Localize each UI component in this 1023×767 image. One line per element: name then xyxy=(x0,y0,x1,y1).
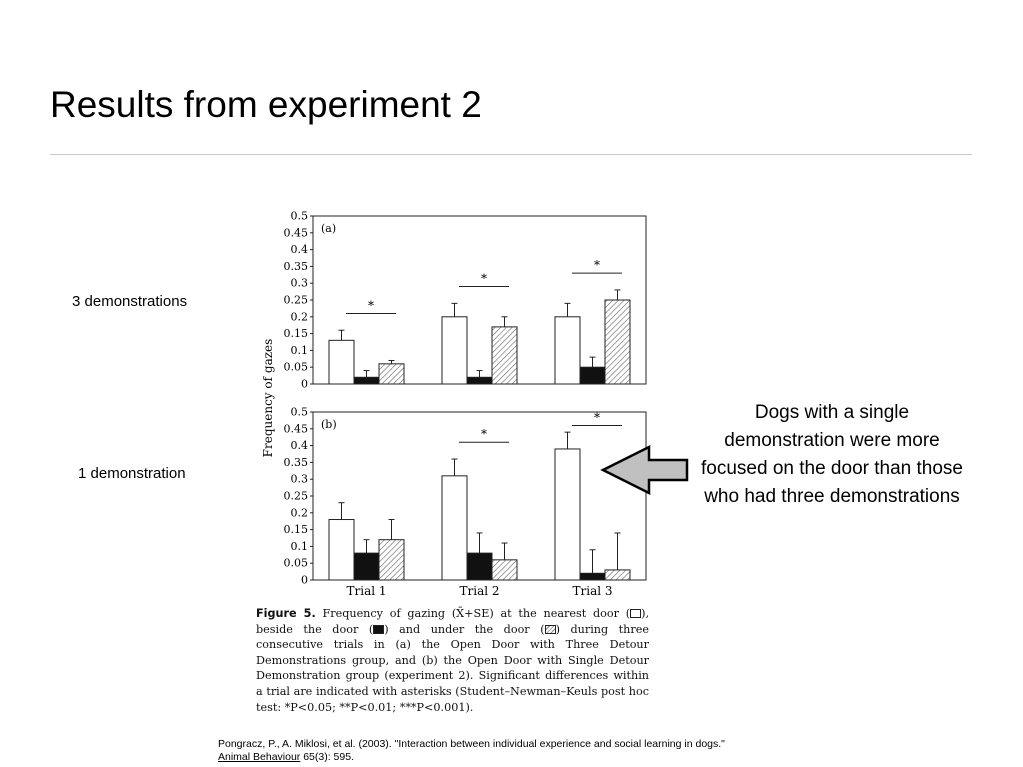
caption-text-1: Frequency of gazing (X̄+SE) at the nearest door ( xyxy=(315,607,631,620)
y-tick-label: 0.3 xyxy=(290,276,308,290)
bar-under xyxy=(605,300,630,384)
bar-nearest xyxy=(329,520,354,580)
slide-title: Results from experiment 2 xyxy=(50,84,482,125)
figure-label: Figure 5. xyxy=(256,607,316,620)
bar-under xyxy=(492,560,517,580)
y-tick-label: 0.25 xyxy=(283,293,308,307)
x-category-label: Trial 2 xyxy=(459,584,500,598)
bar-nearest xyxy=(555,317,580,384)
y-tick-label: 0.2 xyxy=(290,310,308,324)
hatched-bar-swatch-icon xyxy=(545,625,556,634)
bar-nearest xyxy=(555,449,580,580)
bar-nearest xyxy=(442,317,467,384)
y-tick-label: 0.3 xyxy=(290,472,308,486)
x-category-label: Trial 1 xyxy=(346,584,387,598)
left-arrow-icon xyxy=(600,444,690,496)
bar-beside xyxy=(354,377,379,384)
bar-under xyxy=(605,570,630,580)
bar-under xyxy=(379,364,404,384)
y-tick-label: 0.2 xyxy=(290,506,308,520)
y-tick-label: 0.4 xyxy=(290,439,308,453)
bar-under xyxy=(492,327,517,384)
y-tick-label: 0.35 xyxy=(283,259,308,273)
y-tick-label: 0.45 xyxy=(283,422,308,436)
y-tick-label: 0.5 xyxy=(290,405,308,419)
significance-asterisk: * xyxy=(368,298,374,313)
y-tick-label: 0.5 xyxy=(290,209,308,223)
title-divider xyxy=(50,154,972,155)
bar-nearest xyxy=(329,340,354,384)
y-tick-label: 0.05 xyxy=(283,360,308,374)
y-tick-label: 0.1 xyxy=(290,539,308,553)
panel-letter: (a) xyxy=(321,222,337,235)
caption-text-4: ) during three consecutive trials in (a) the Open Door with Three Detour Demonstrations group, and (b) the Open Door with Single Detour Demonstration group (experiment 2). Significant differences within a trial are indicated with asterisks (Student–Newman–Keuls post hoc test: *P<0.05; **P<0.01; ***P<0.001). xyxy=(256,622,649,714)
y-tick-label: 0.15 xyxy=(283,327,308,341)
y-axis-label: Frequency of gazes xyxy=(261,338,275,458)
significance-asterisk: * xyxy=(481,427,487,442)
journal-link[interactable]: Animal Behaviour xyxy=(218,751,301,763)
significance-asterisk: * xyxy=(594,410,600,425)
citation-line: Pongracz, P., A. Miklosi, et al. (2003). "Interaction between individual experience and social learning in dogs." xyxy=(218,738,725,750)
caption-text-2: ), beside the door ( xyxy=(256,607,650,636)
y-tick-label: 0.4 xyxy=(290,243,308,257)
bar-nearest xyxy=(442,476,467,580)
citation xyxy=(218,738,725,764)
y-tick-label: 0.1 xyxy=(290,343,308,357)
y-tick-label: 0.25 xyxy=(283,489,308,503)
significance-asterisk: * xyxy=(481,271,487,286)
caption-text-3: ) and under the door ( xyxy=(384,622,545,636)
panel-frame-0 xyxy=(313,216,646,384)
y-tick-label: 0.35 xyxy=(283,455,308,469)
significance-asterisk: * xyxy=(594,258,600,273)
black-bar-swatch-icon xyxy=(373,625,384,634)
bar-under xyxy=(379,540,404,580)
y-tick-label: 0.05 xyxy=(283,556,308,570)
bar-beside xyxy=(354,553,379,580)
bar-beside xyxy=(580,367,605,384)
y-tick-label: 0.15 xyxy=(283,523,308,537)
panel-letter: (b) xyxy=(321,418,337,431)
bar-beside xyxy=(580,573,605,580)
open-bar-swatch-icon xyxy=(630,609,641,618)
citation-volume: 65(3): 595. xyxy=(300,751,354,763)
x-category-label: Trial 3 xyxy=(572,584,613,598)
callout-text: Dogs with a single demonstration were more focused on the door than those who had three demonstrations xyxy=(701,402,963,507)
bar-beside xyxy=(467,377,492,384)
panel-b-label: 1 demonstration xyxy=(78,465,186,482)
panel-a-label: 3 demonstrations xyxy=(72,293,188,310)
y-tick-label: 0 xyxy=(301,573,308,587)
y-tick-label: 0.45 xyxy=(283,226,308,240)
y-tick-label: 0 xyxy=(301,377,308,391)
figure-caption xyxy=(256,606,649,715)
bar-beside xyxy=(467,553,492,580)
bar-chart-figure xyxy=(255,205,655,601)
